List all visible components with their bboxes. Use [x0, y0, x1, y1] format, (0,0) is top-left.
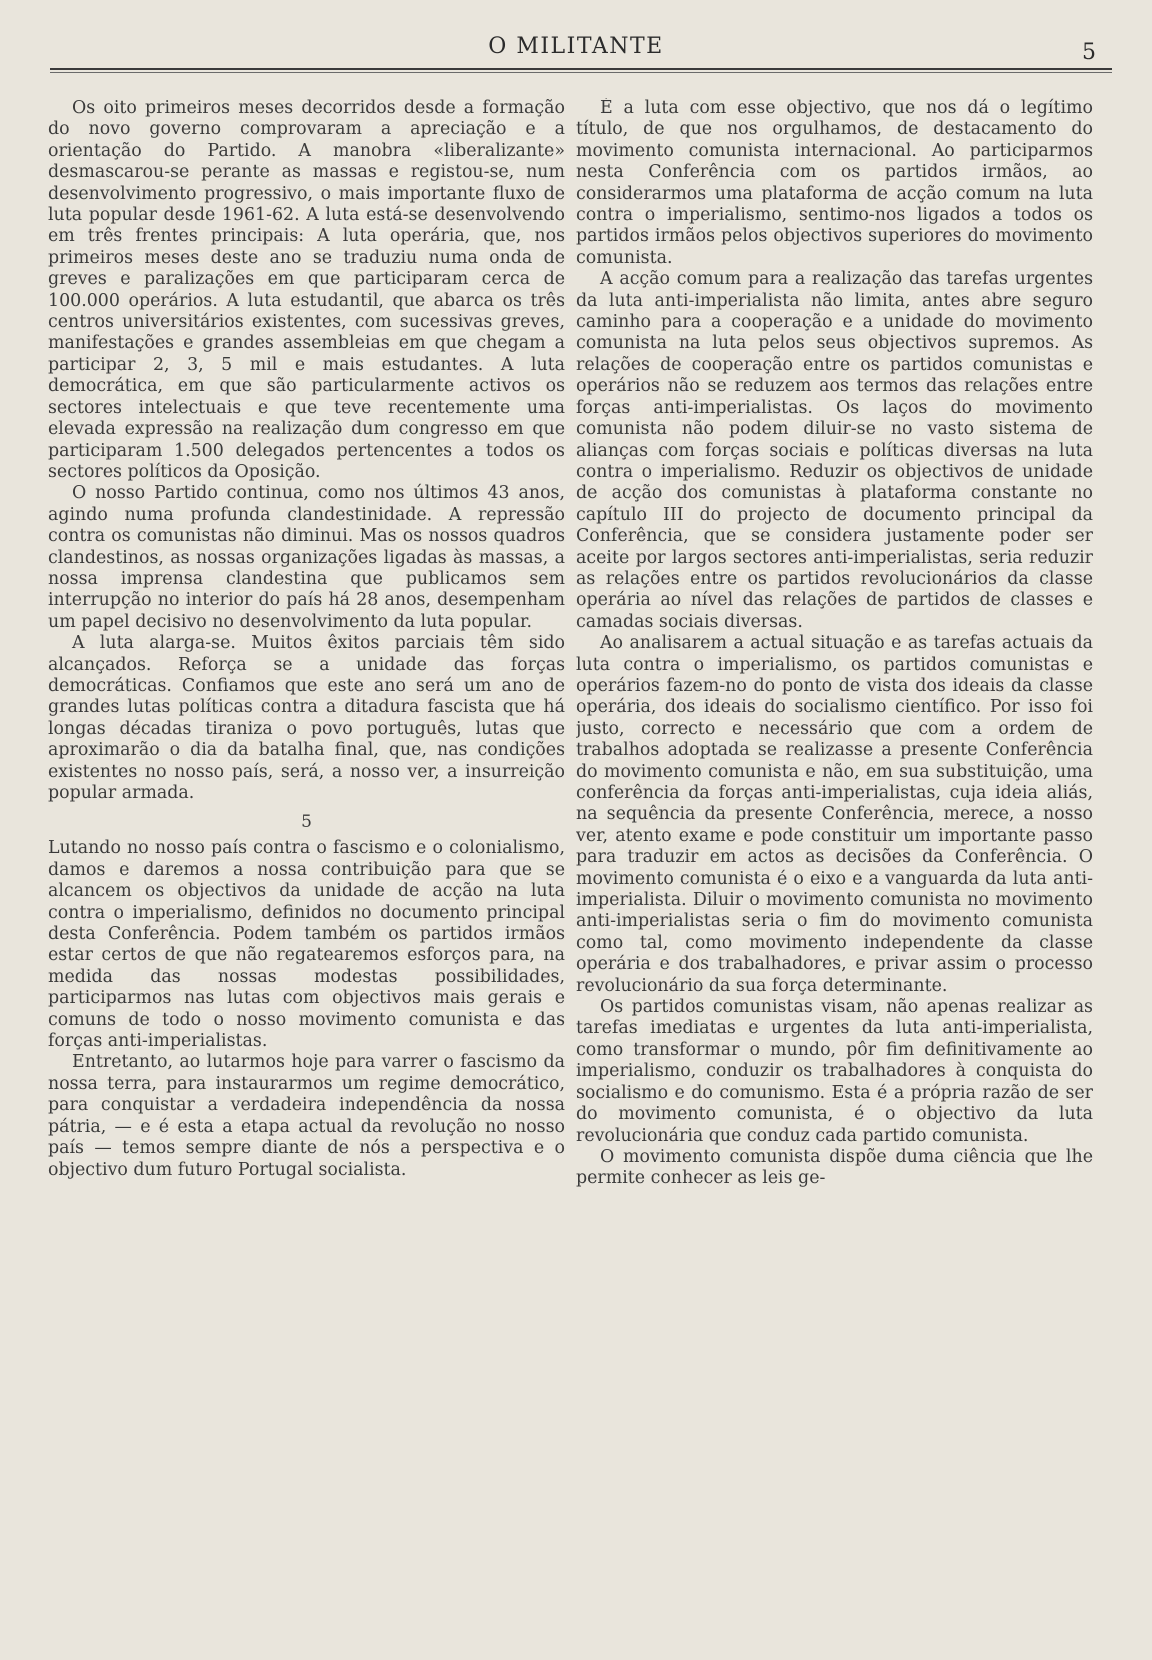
paragraph: É a luta com esse objectivo, que nos dá o legítimo título, de que nos orgulhamos, de destacamento do movimento comunista internacional. Ao participarmos nesta Conferência com os partidos irmãos, ao considerarmos uma plataforma de acção comum na luta contra o imperialismo, sentimo-nos ligados a todos os partidos irmãos pelos objectivos superiores do movimento comunista. [576, 98, 1093, 268]
paragraph: Entretanto, ao lutarmos hoje para varrer o fascismo da nossa terra, para instaurarmos um regime democrático, para conquistar a verdadeira independência da nossa pátria, — e é esta a etapa actual da revolução no nosso país — temos sempre diante de nós a perspectiva e o objectivo dum futuro Portugal socialista. [48, 1052, 565, 1180]
page-number: 5 [1082, 40, 1096, 65]
paragraph: Os oito primeiros meses decorridos desde a formação do novo governo comprovaram a apreciação e a orientação do Partido. A manobra «liberalizante» desmascarou-se perante as massas e registou-se, num desenvolvimento progressivo, o mais importante fluxo de luta popular desde 1961-62. A luta está-se desenvolvendo em três frentes principais: A luta operária, que, nos primeiros meses deste ano se traduziu numa onda de greves e paralizações em que participaram cerca de 100.000 operários. A luta estudantil, que abarca os três centros universitários existentes, com sucessivas greves, manifestações e grandes assembleias em que chegam a participar 2, 3, 5 mil e mais estudantes. A luta democrática, em que são particularmente activos os sectores intelectuais e que teve recentemente uma elevada expressão na realização dum congresso em que participaram 1.500 delegados pertencentes a todos os sectores políticos da Oposição. [48, 98, 565, 482]
right-column [576, 98, 1093, 1638]
paragraph: A acção comum para a realização das tarefas urgentes da luta anti-imperialista não limita, antes abre seguro caminho para a cooperação e a unidade do movimento comunista na luta pelos seus objectivos supremos. As relações de cooperação entre os partidos comunistas e operários não se reduzem aos termos das relações entre forças anti-imperialistas. Os laços do movimento comunista não podem diluir-se no vasto sistema de alianças com forças sociais e políticas diversas na luta contra o imperialismo. Reduzir os objectivos de unidade de acção dos comunistas à plataforma constante no capítulo III do projecto de documento principal da Conferência, que se considera justamente poder ser aceite por largos sectores anti-imperialistas, seria reduzir as relações entre os partidos revolucionários da classe operária ao nível das relações de partidos de classes e camadas sociais diversas. [576, 269, 1093, 632]
publication-title: O MILITANTE [488, 34, 664, 59]
left-column [48, 98, 565, 1638]
paragraph: A luta alarga-se. Muitos êxitos parciais têm sido alcançados. Reforça se a unidade das forças democráticas. Confiamos que este ano será um ano de grandes lutas políticas contra a ditadura fascista que há longas décadas tiraniza o povo português, lutas que aproximarão o dia da batalha final, que, nas condições existentes no nosso país, será, a nosso ver, a insurreição popular armada. [48, 633, 565, 803]
paragraph: Lutando no nosso país contra o fascismo e o colonialismo, damos e daremos a nossa contribuição para que se alcancem os objectivos da unidade de acção na luta contra o imperialismo, definidos no documento principal desta Conferência. Podem também os partidos irmãos estar certos de que não regatearemos esforços para, na medida das nossas modestas possibilidades, participarmos nas lutas com objectivos mais gerais e comuns de todo o nosso movimento comunista e das forças anti-imperialistas. [48, 838, 565, 1052]
paragraph: O movimento comunista dispõe duma ciência que lhe permite conhecer as leis ge- [576, 1146, 1093, 1189]
paragraph: Os partidos comunistas visam, não apenas realizar as tarefas imediatas e urgentes da luta anti-imperialista, como transformar o mundo, pôr fim definitivamente ao imperialismo, conduzir os trabalhadores à conquista do socialismo e do comunismo. Esta é a própria razão de ser do movimento comunista, é o objectivo da luta revolucionária que conduz cada partido comunista. [576, 997, 1093, 1146]
header-rule [50, 68, 1112, 70]
paragraph: O nosso Partido continua, como nos últimos 43 anos, agindo numa profunda clandestinidade. A repressão contra os comunistas não diminui. Mas os nossos quadros clandestinos, as nossas organizações ligadas às massas, a nossa imprensa clandestina que publicamos sem interrupção no interior do país há 28 anos, desempenham um papel decisivo no desenvolvimento da luta popular. [48, 483, 565, 632]
masthead [0, 32, 1152, 72]
header-rule-thin [50, 72, 1112, 73]
section-number: 5 [301, 812, 312, 833]
paragraph: Ao analisarem a actual situação e as tarefas actuais da luta contra o imperialismo, os partidos comunistas e operários fazem-no do ponto de vista dos ideais da classe operária, dos ideais do socialismo científico. Por isso foi justo, correcto e necessário que com a ordem de trabalhos adoptada se realizasse a presente Conferência do movimento comunista e não, em sua substituição, uma conferência da forças anti-imperialistas, cuja ideia aliás, na sequência da presente Conferência, merece, a nosso ver, atento exame e pode constituir um importante passo para traduzir em actos as decisões da Conferência. O movimento comunista é o eixo e a vanguarda da luta anti-imperialista. Diluir o movimento comunista no movimento anti-imperialistas seria o fim do movimento comunista como tal, como movimento independente da classe operária e dos trabalhadores, e privar assim o processo revolucionário da sua força determinante. [576, 633, 1093, 996]
